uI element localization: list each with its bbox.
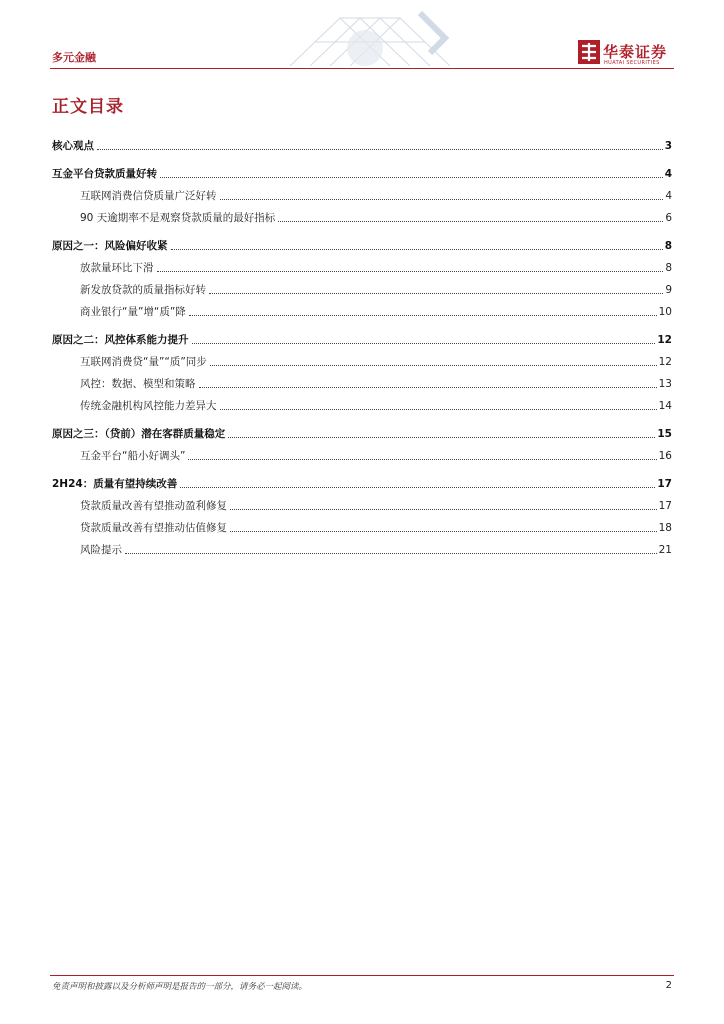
toc-entry-page-number: 3 — [664, 140, 672, 152]
toc-dot-leader — [160, 177, 663, 178]
toc-entry-page-number: 21 — [658, 544, 672, 556]
footer-divider — [50, 975, 674, 976]
logo-english-name: HUATAI SECURITIES — [604, 60, 660, 66]
toc-dot-leader — [97, 149, 663, 150]
toc-entry-label: 原因之二：风控体系能力提升 — [52, 334, 189, 346]
toc-entry-label: 原因之三：（贷前）潜在客群质量稳定 — [52, 428, 226, 440]
toc-entry-label: 90 天逾期率不是观察贷款质量的最好指标 — [80, 212, 276, 224]
toc-dot-leader — [192, 343, 656, 344]
logo-chinese-name: 华泰证券 — [603, 43, 668, 61]
toc-section-link[interactable] — [52, 165, 672, 181]
toc-entry-label: 风险提示 — [80, 544, 122, 556]
toc-dot-leader — [157, 271, 664, 272]
toc-dot-leader — [210, 365, 657, 366]
toc-entry-page-number: 13 — [658, 378, 672, 390]
toc-subsection-link[interactable] — [80, 497, 672, 513]
toc-entry-page-number: 14 — [658, 400, 672, 412]
toc-entry-page-number: 8 — [664, 240, 672, 252]
toc-section-link[interactable] — [52, 475, 672, 491]
toc-subsection-link[interactable] — [80, 187, 672, 203]
toc-entry-label: 互金平台“船小好调头” — [80, 450, 186, 462]
toc-entry-label: 2H24：质量有望持续改善 — [52, 478, 178, 490]
toc-entry-label: 商业银行“量”增“质”降 — [80, 306, 186, 318]
toc-entry-page-number: 6 — [665, 212, 672, 224]
toc-dot-leader — [189, 315, 657, 316]
toc-dot-leader — [180, 487, 655, 488]
toc-entry-label: 放款量环比下滑 — [80, 262, 154, 274]
toc-entry-page-number: 10 — [658, 306, 672, 318]
toc-section-link[interactable] — [52, 425, 672, 441]
page-header — [0, 0, 724, 72]
toc-subsection-link[interactable] — [80, 209, 672, 225]
toc-entry-label: 互联网消费贷“量”“质”同步 — [80, 356, 207, 368]
toc-entry-label: 互金平台贷款质量好转 — [52, 168, 157, 180]
toc-entry-page-number: 12 — [658, 356, 672, 368]
toc-dot-leader — [230, 509, 657, 510]
toc-entry-label: 核心观点 — [52, 140, 94, 152]
toc-entry-page-number: 18 — [658, 522, 672, 534]
toc-entry-label: 互联网消费信贷质量广泛好转 — [80, 190, 217, 202]
toc-title: 正文目录 — [52, 97, 124, 117]
toc-entry-page-number: 15 — [657, 428, 672, 440]
toc-entry-page-number: 17 — [658, 500, 672, 512]
header-decoration-graphic — [270, 8, 470, 68]
toc-subsection-link[interactable] — [80, 447, 672, 463]
toc-dot-leader — [199, 387, 657, 388]
company-logo — [578, 40, 674, 68]
toc-subsection-link[interactable] — [80, 303, 672, 319]
toc-subsection-link[interactable] — [80, 519, 672, 535]
toc-section-link[interactable] — [52, 137, 672, 153]
toc-subsection-link[interactable] — [80, 397, 672, 413]
toc-entry-page-number: 9 — [665, 284, 672, 296]
toc-dot-leader — [230, 531, 657, 532]
toc-subsection-link[interactable] — [80, 281, 672, 297]
huatai-logo-icon — [578, 40, 600, 64]
header-divider — [50, 68, 674, 69]
footer-disclaimer: 免责声明和披露以及分析师声明是报告的一部分，请务必一起阅读。 — [52, 982, 308, 992]
toc-dot-leader — [220, 409, 657, 410]
toc-entry-page-number: 8 — [665, 262, 672, 274]
toc-section-link[interactable] — [52, 331, 672, 347]
toc-dot-leader — [220, 199, 664, 200]
toc-dot-leader — [188, 459, 656, 460]
toc-dot-leader — [171, 249, 663, 250]
toc-subsection-link[interactable] — [80, 541, 672, 557]
toc-entry-label: 新发放贷款的质量指标好转 — [80, 284, 206, 296]
toc-entry-page-number: 12 — [657, 334, 672, 346]
toc-entry-label: 原因之一：风险偏好收紧 — [52, 240, 168, 252]
toc-entry-page-number: 16 — [658, 450, 672, 462]
toc-entry-label: 传统金融机构风控能力差异大 — [80, 400, 217, 412]
toc-dot-leader — [125, 553, 657, 554]
page-number: 2 — [665, 980, 672, 991]
toc-entry-label: 贷款质量改善有望推动盈利修复 — [80, 500, 227, 512]
toc-dot-leader — [278, 221, 663, 222]
toc-dot-leader — [209, 293, 663, 294]
toc-entry-label: 风控：数据、模型和策略 — [80, 378, 196, 390]
toc-subsection-link[interactable] — [80, 353, 672, 369]
toc-subsection-link[interactable] — [80, 375, 672, 391]
toc-entry-page-number: 4 — [664, 168, 672, 180]
toc-entry-label: 贷款质量改善有望推动估值修复 — [80, 522, 227, 534]
toc-dot-leader — [228, 437, 655, 438]
toc-section-link[interactable] — [52, 237, 672, 253]
section-title: 多元金融 — [52, 51, 96, 64]
toc-entry-page-number: 17 — [657, 478, 672, 490]
toc-entry-page-number: 4 — [665, 190, 672, 202]
toc-subsection-link[interactable] — [80, 259, 672, 275]
